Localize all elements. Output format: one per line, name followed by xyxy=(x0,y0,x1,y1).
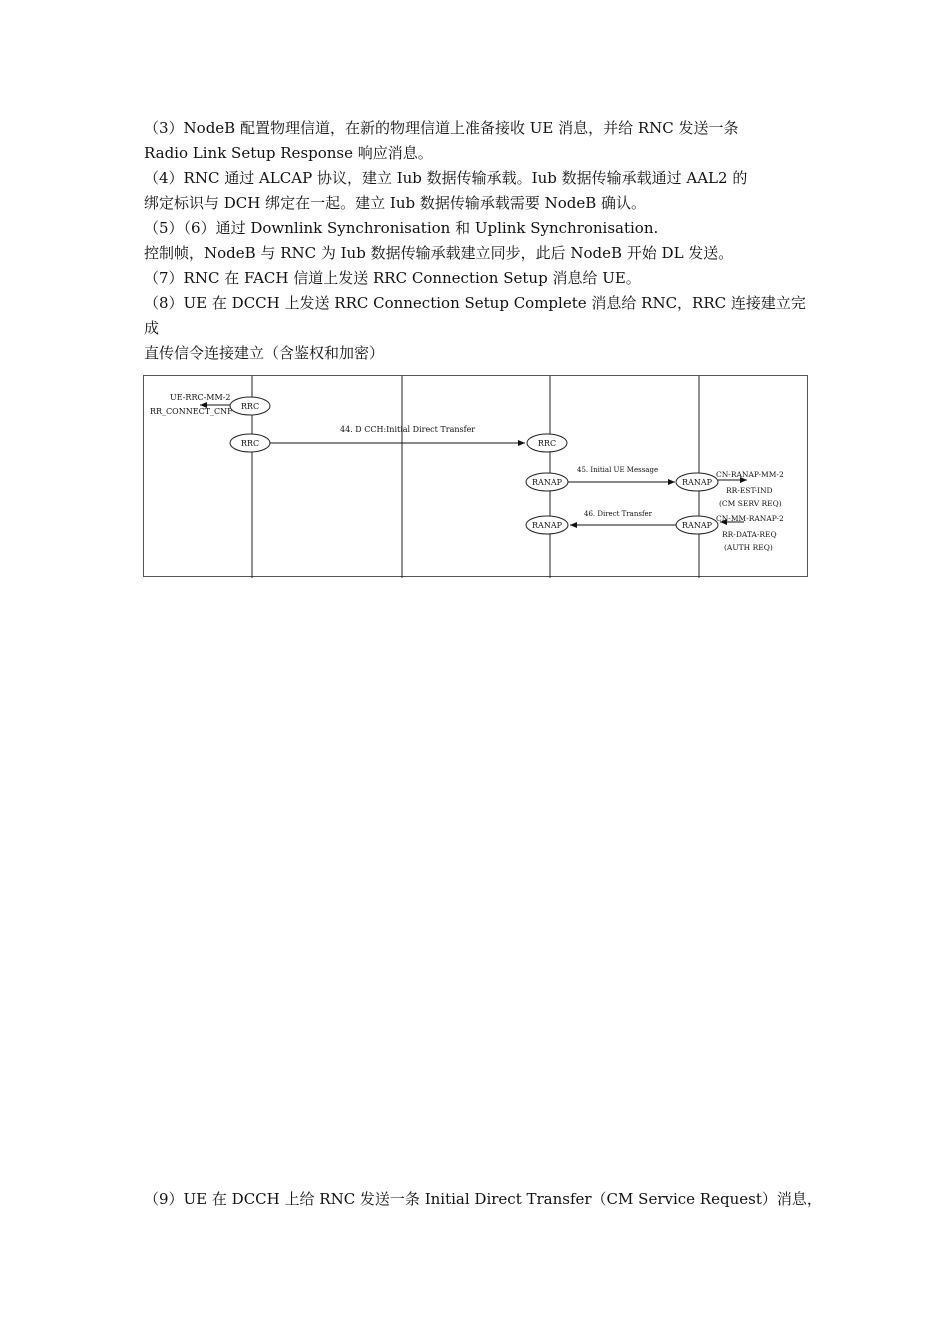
ranap-node-cn-1-label: RANAP xyxy=(682,478,712,487)
paragraph-line-4: 绑定标识与 DCH 绑定在一起。建立 Iub 数据传输承载需要 NodeB 确认。 xyxy=(144,194,647,212)
rrc-node-ue-top-label: RRC xyxy=(240,402,260,411)
paragraph-line-8: （8）UE 在 DCCH 上发送 RRC Connection Setup Complete 消息给 RNC，RRC 连接建立完 xyxy=(144,294,806,312)
diagram-svg xyxy=(144,376,809,578)
signaling-flow-diagram xyxy=(143,375,808,577)
paragraph-line-5: （5）（6）通过 Downlink Synchronisation 和 Uplink Synchronisation. xyxy=(144,219,659,237)
message-44-label: 44. D CCH:Initial Direct Transfer xyxy=(340,425,476,434)
ue-primitive-label-2: RR_CONNECT_CNF xyxy=(150,407,233,416)
paragraph-line-3: （4）RNC 通过 ALCAP 协议，建立 Iub 数据传输承载。Iub 数据传输承载通过 AAL2 的 xyxy=(144,169,748,187)
message-46-label: 46. Direct Transfer xyxy=(584,510,653,518)
rrc-node-rnc-label: RRC xyxy=(537,439,557,448)
cn-primitive-label-6: (AUTH REQ) xyxy=(724,543,773,552)
cn-primitive-label-2: RR-EST-IND xyxy=(726,486,773,495)
ranap-node-rnc-1-label: RANAP xyxy=(532,478,562,487)
cn-primitive-label-4: CN-MM-RANAP-2 xyxy=(716,514,784,523)
paragraph-line-7: （7）RNC 在 FACH 信道上发送 RRC Connection Setup 消息给 UE。 xyxy=(144,269,641,287)
cn-primitive-label-3: (CM SERV REQ) xyxy=(719,499,782,508)
paragraph-line-2: Radio Link Setup Response 响应消息。 xyxy=(144,144,433,162)
rrc-node-ue-label: RRC xyxy=(240,439,260,448)
cn-primitive-label-5: RR-DATA-REQ xyxy=(722,530,777,539)
paragraph-line-6: 控制帧，NodeB 与 RNC 为 Iub 数据传输承载建立同步，此后 NodeB 开始 DL 发送。 xyxy=(144,244,734,262)
message-45-label: 45. Initial UE Message xyxy=(577,466,659,474)
section-heading: 直传信令连接建立（含鉴权和加密） xyxy=(144,344,385,362)
ue-primitive-label-1: UE-RRC-MM-2 xyxy=(170,393,231,402)
paragraph-bottom: （9）UE 在 DCCH 上给 RNC 发送一条 Initial Direct Transfer（CM Service Request）消息， xyxy=(144,1190,822,1208)
ranap-node-cn-2-label: RANAP xyxy=(682,521,712,530)
ranap-node-rnc-2-label: RANAP xyxy=(532,521,562,530)
paragraph-line-9: 成 xyxy=(144,319,160,337)
cn-primitive-label-1: CN-RANAP-MM-2 xyxy=(716,470,784,479)
paragraph-line-1: （3）NodeB 配置物理信道，在新的物理信道上准备接收 UE 消息，并给 RNC 发送一条 xyxy=(144,119,739,137)
